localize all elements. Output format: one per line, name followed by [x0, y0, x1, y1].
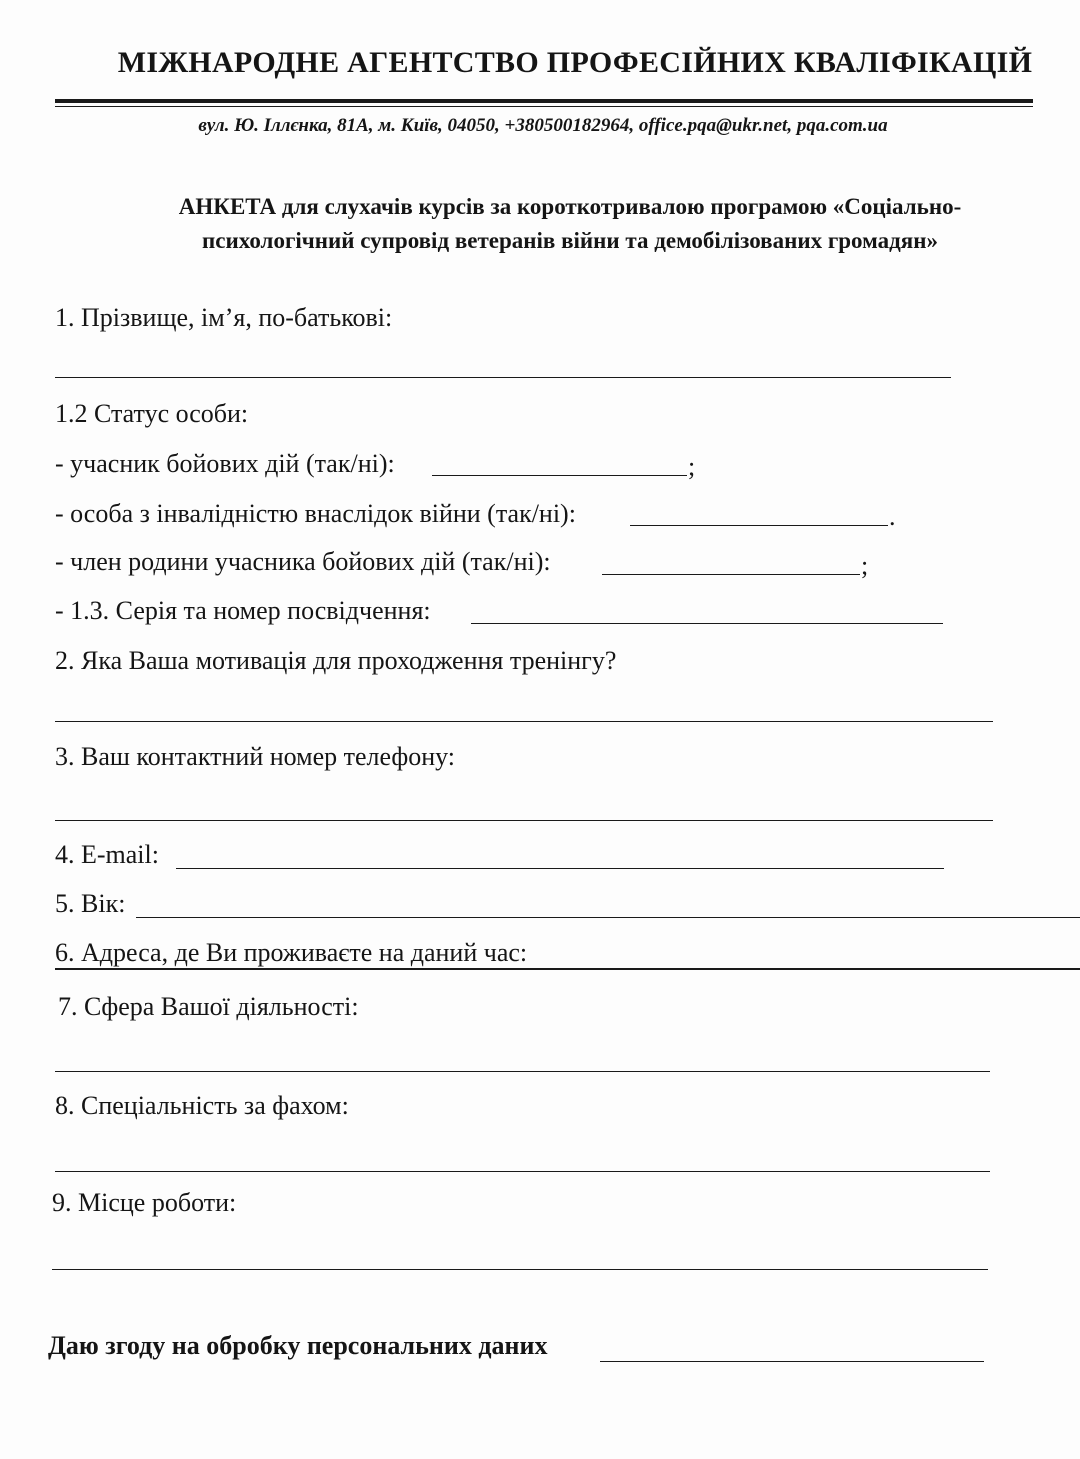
age-field[interactable] [136, 917, 1080, 918]
activity-label: 7. Сфера Вашої діяльності: [58, 992, 359, 1021]
certificate-label: - 1.3. Серія та номер посвідчення: [55, 596, 431, 625]
header-divider-thick [55, 99, 1033, 103]
header-divider-thin [55, 106, 1033, 107]
disabled-field[interactable] [630, 525, 888, 526]
status-label: 1.2 Статус особи: [55, 399, 249, 428]
activity-field[interactable] [55, 1071, 990, 1072]
consent-label: Даю згоду на обробку персональних даних [48, 1331, 548, 1360]
motivation-field[interactable] [55, 721, 993, 722]
combatant-label: - учасник бойових дій (так/ні): [55, 449, 395, 478]
certificate-field[interactable] [471, 623, 943, 624]
family-field[interactable] [602, 574, 860, 575]
organization-address: вул. Ю. Іллєнка, 81А, м. Київ, 04050, +380500182964, office.pqa@ukr.net, pqa.com.ua [198, 115, 888, 136]
residence-label: 6. Адреса, де Ви проживаєте на даний час: [55, 938, 528, 967]
organization-name: МІЖНАРОДНЕ АГЕНТСТВО ПРОФЕСІЙНИХ КВАЛІФІКАЦІЙ [117, 46, 1033, 79]
motivation-label: 2. Яка Ваша мотивація для проходження тренінгу? [55, 646, 617, 675]
combatant-field[interactable] [432, 475, 687, 476]
full-name-label: 1. Прізвище, ім’я, по-батькові: [55, 303, 393, 332]
full-name-field[interactable] [55, 377, 951, 378]
age-label: 5. Вік: [55, 889, 126, 918]
specialty-field[interactable] [55, 1171, 990, 1172]
combatant-semicolon: ; [688, 452, 696, 481]
email-label: 4. E-mail: [55, 840, 159, 869]
family-label: - член родини учасника бойових дій (так/ні): [55, 547, 551, 576]
family-semicolon: ; [861, 551, 869, 580]
specialty-label: 8. Спеціальність за фахом: [55, 1091, 349, 1120]
form-title-line-2: психологічний супровід ветеранів війни та демобілізованих громадян» [202, 228, 938, 253]
phone-label: 3. Ваш контактний номер телефону: [55, 742, 456, 771]
form-title-line-1: АНКЕТА для слухачів курсів за короткотривалою програмою «Соціально- [178, 194, 962, 219]
workplace-field[interactable] [52, 1269, 988, 1270]
workplace-label: 9. Місце роботи: [52, 1188, 237, 1217]
consent-signature-field[interactable] [600, 1361, 984, 1362]
disabled-label: - особа з інвалідністю внаслідок війни (так/ні): [55, 499, 576, 528]
residence-field[interactable] [55, 968, 1080, 970]
disabled-period: . [889, 502, 896, 531]
form-title [70, 190, 1070, 258]
email-field[interactable] [176, 868, 944, 869]
phone-field[interactable] [55, 820, 993, 821]
